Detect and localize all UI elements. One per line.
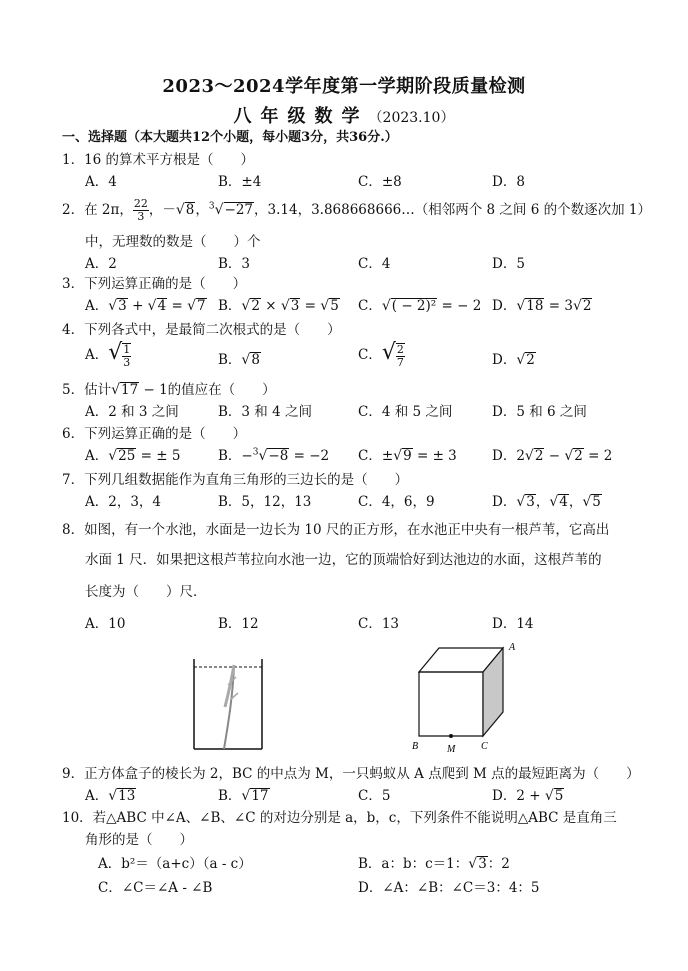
question-10-stem-line2: 角形的是（ ）: [85, 832, 193, 848]
exam-title: 2023～2024学年度第一学期阶段质量检测: [162, 76, 526, 97]
q3-option-a: A．√3 + √4 = √7: [85, 298, 206, 314]
label-a: A: [509, 642, 516, 653]
question-10-stem: 10．若△ABC 中∠A、∠B、∠C 的对边分别是 a，b，c，下列条件不能说明△ABC 是直角三: [62, 810, 617, 826]
q1-option-c: C．±8: [358, 174, 402, 190]
q6-option-a: A．√25 = ± 5: [85, 448, 181, 464]
q7-option-d: D．√3，√4，√5: [492, 494, 601, 510]
q10-option-b: B．a：b：c＝1：√3：2: [358, 856, 510, 872]
q9-option-b: B．√17: [218, 788, 269, 804]
q8-option-d: D．14: [492, 616, 534, 632]
point-m-marker: [449, 734, 453, 738]
question-6-stem: 6．下列运算正确的是（ ）: [62, 426, 247, 442]
q2-option-c: C．4: [358, 256, 391, 272]
q10-option-a: A．b²＝（a+c）（a - c）: [98, 856, 252, 872]
label-c: C: [481, 741, 488, 752]
q8-option-c: C．13: [358, 616, 400, 632]
q3-option-b: B．√2 × √3 = √5: [218, 298, 339, 314]
q9-option-d: D．2 + √5: [492, 788, 564, 804]
q4-option-d: D．√2: [492, 352, 535, 368]
label-m: M: [447, 744, 456, 754]
question-2-stem-line2: 中，无理数的数是（ ）个: [85, 234, 261, 250]
question-7-stem: 7．下列几组数据能作为直角三角形的三边长的是（ ）: [62, 472, 409, 488]
q8-option-b: B．12: [218, 616, 259, 632]
q4-option-a: A．√ $\frac{1}{3}$: [85, 340, 131, 369]
q6-option-b: B．−$^3$√−8 = −2: [218, 447, 330, 464]
q10-option-c: C．∠C＝∠A - ∠B: [98, 880, 213, 896]
q9-option-c: C．5: [358, 788, 391, 804]
q3-option-c: C．√( − 2)² = − 2: [358, 298, 482, 314]
q5-option-a: A．2 和 3 之间: [85, 404, 179, 420]
q2-option-d: D．5: [492, 256, 525, 272]
question-3-stem: 3．下列运算正确的是（ ）: [62, 276, 247, 292]
section-title: 一、选择题（本大题共12个小题，每小题3分，共36分.）: [62, 130, 398, 145]
q7-option-b: B．5，12，13: [218, 494, 312, 510]
q5-option-c: C．4 和 5 之间: [358, 404, 453, 420]
label-b: B: [412, 741, 419, 752]
q7-option-a: A．2，3，4: [85, 494, 162, 510]
q5-option-d: D．5 和 6 之间: [492, 404, 587, 420]
q3-option-d: D．√18 = 3√2: [492, 298, 592, 314]
exam-subtitle: [0, 102, 688, 128]
q4-option-c: C．√ $\frac{2}{7}$: [358, 340, 404, 369]
q2-option-a: A．2: [85, 256, 117, 272]
question-9-stem: 9．正方体盒子的棱长为 2，BC 的中点为 M，一只蚂蚁从 A 点爬到 M 点的最短距离为（ ）: [62, 766, 640, 782]
question-8-stem-line3: 长度为（ ）尺．: [85, 584, 207, 600]
q9-option-a: A．√13: [85, 788, 136, 804]
question-4-stem: 4．下列各式中，是最简二次根式的是（ ）: [62, 322, 341, 338]
fraction-22-3: $\frac{22}{3}$: [133, 197, 148, 223]
pool-figure: [188, 655, 268, 751]
q2-option-b: B．3: [218, 256, 251, 272]
cbrt-neg27: −27: [224, 202, 254, 218]
q5-option-b: B．3 和 4 之间: [218, 404, 312, 420]
question-8-stem: 8．如图，有一个水池，水面是一边长为 10 尺的正方形，在水池正中央有一根芦苇，它高出: [62, 522, 610, 538]
q1-option-d: D．8: [492, 174, 525, 190]
q6-option-c: C．±√9 = ± 3: [358, 448, 457, 464]
q10-option-d: D．∠A：∠B：∠C＝3：4：5: [358, 880, 540, 896]
q7-option-c: C．4，6，9: [358, 494, 435, 510]
q6-option-d: D．2√2 − √2 = 2: [492, 448, 613, 464]
q1-option-a: A．4: [85, 174, 117, 190]
q4-option-b: B．√8: [218, 352, 260, 368]
question-8-stem-line2: 水面 1 尺．如果把这根芦苇拉向水池一边，它的顶端恰好到达池边的水面，这根芦苇的: [85, 552, 602, 568]
question-2-stem: 2．在 2π， $\frac{22}{3}$ ，－√8，$^3$√−27，3.14，3.868668666…（相邻两个 8 之间 6 的个数逐次加 1）: [62, 197, 651, 223]
question-5-stem: 5．估计√17 − 1的值应在（ ）: [62, 382, 276, 398]
subject-title: 八年级数学: [233, 106, 369, 127]
q1-option-b: B．±4: [218, 174, 262, 190]
cube-figure: [405, 636, 525, 754]
sqrt-8: 8: [185, 202, 195, 218]
question-1-stem: 1．16 的算术平方根是（ ）: [62, 152, 255, 168]
exam-date: （2023.10）: [368, 110, 455, 126]
q8-option-a: A．10: [85, 616, 126, 632]
